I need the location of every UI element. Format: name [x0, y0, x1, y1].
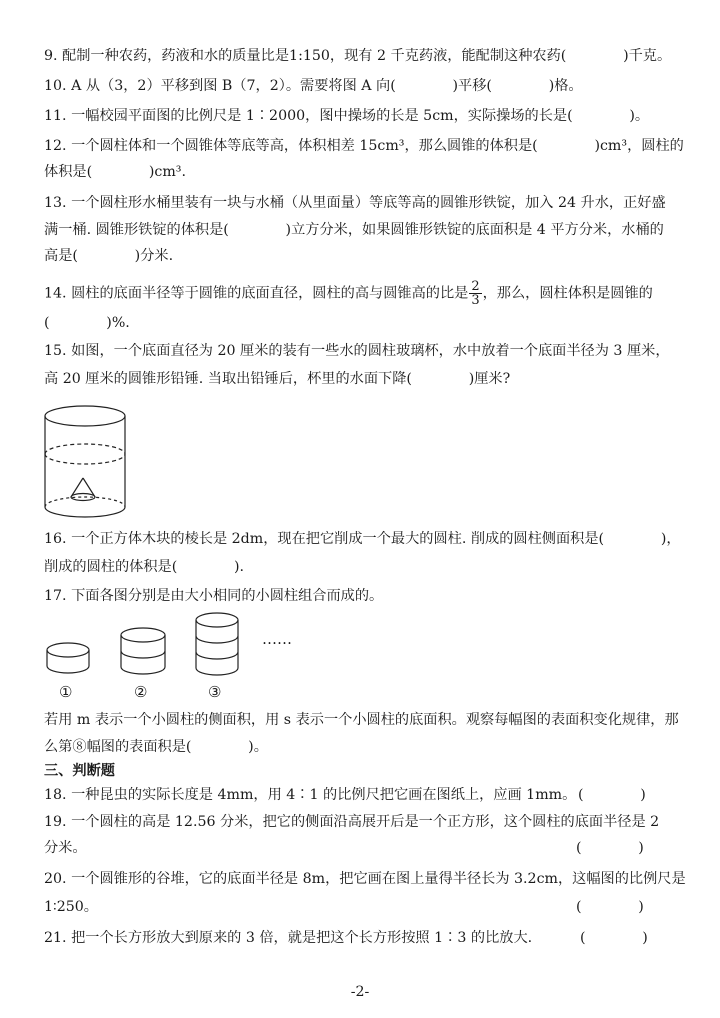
q15-text: 15. 如图，一个底面直径为 20 厘米的装有一些水的圆柱玻璃杯，水中放着一个底面半径为 3 厘米， [44, 343, 670, 359]
q17-text: 17. 下面各图分别是由大小相同的小圆柱组合而成的。 [44, 588, 384, 604]
q20-answer-blank: ( ) [576, 899, 644, 915]
section-heading: 三、判断题 [44, 763, 115, 779]
q12-text-cont: 体积是( )cm³. [44, 164, 186, 180]
glass-bottom-back [45, 497, 125, 507]
glass-top-rim [45, 406, 125, 426]
q13-text: 13. 一个圆柱形水桶里装有一块与水桶（从里面量）等底等高的圆锥形铁锭，加入 24 升水，正好盛 [44, 195, 666, 211]
q12-text: 12. 一个圆柱体和一个圆锥体等底等高，体积相差 15cm³，那么圆锥的体积是( )cm³，圆柱的 [44, 138, 684, 154]
ellipsis: …… [262, 630, 292, 648]
glass-cylinder-figure [40, 398, 132, 522]
q14-text-cont: ( )%. [44, 315, 130, 331]
q14-text: 14. 圆柱的底面半径等于圆锥的底面直径，圆柱的高与圆锥高的比是 $\frac{2}{3}$ ，那么，圆柱体积是圆锥的 [44, 279, 653, 308]
q10-text: 10. A 从（3，2）平移到图 B（7，2）。需要将图 A 向( )平移( )格。 [44, 78, 583, 94]
figure-1-cylinders [47, 643, 89, 673]
q19-answer-blank: ( ) [576, 840, 644, 856]
water-surface-front [45, 454, 125, 464]
figure-label-2: ② [134, 683, 148, 701]
q21-text: 21. 把一个长方形放大到原来的 3 倍，就是把这个长方形按照 1∶3 的比放大. [44, 930, 533, 946]
figure-2-cylinders [121, 628, 165, 674]
q19-text: 19. 一个圆柱的高是 12.56 分米，把它的侧面沿高展开后是一个正方形，这个圆柱的底面半径是 2 [44, 814, 660, 830]
q17-text-cont: 若用 m 表示一个小圆柱的侧面积，用 s 表示一个小圆柱的底面积。观察每幅图的表面积变化规律，那 [44, 712, 679, 728]
q18-text: 18. 一种昆虫的实际长度是 4mm，用 4∶1 的比例尺把它画在图纸上，应画 1mm。 [44, 787, 577, 803]
q20-text-cont: 1∶250。 [44, 899, 98, 915]
q21-answer-blank: ( ) [580, 930, 648, 946]
figure-3-cylinders [196, 613, 238, 675]
q13-text-cont2: 高是( )分米. [44, 248, 174, 264]
q16-text-cont: 削成的圆柱的体积是( ). [44, 559, 245, 575]
figure-label-3: ③ [208, 683, 222, 701]
q11-text: 11. 一幅校园平面图的比例尺是 1∶2000，图中操场的长是 5cm，实际操场的长是( )。 [44, 108, 650, 124]
fraction: $\frac{2}{3}$ [471, 279, 480, 308]
q17-text-cont2: 么第⑧幅图的表面积是( )。 [44, 739, 268, 755]
q9-text: 9. 配制一种农药，药液和水的质量比是1:150，现有 2 千克药液，能配制这种农药( )千克。 [44, 48, 672, 64]
q18-answer-blank: ( ) [578, 787, 646, 803]
page-number: -2- [350, 984, 370, 1000]
figure-label-1: ① [59, 683, 73, 701]
q15-text-cont: 高 20 厘米的圆锥形铅锤. 当取出铅锤后，杯里的水面下降( )厘米? [44, 371, 511, 387]
stacked-cylinders-figure [44, 610, 294, 688]
glass-bottom-front [45, 507, 125, 517]
q19-text-cont: 分米。 [44, 840, 87, 856]
water-surface-back [45, 444, 125, 454]
q20-text: 20. 一个圆锥形的谷堆，它的底面半径是 8m，把它画在图上量得半径长为 3.2cm，这幅图的比例尺是 [44, 871, 686, 887]
q16-text: 16. 一个正方体木块的棱长是 2dm，现在把它削成一个最大的圆柱. 削成的圆柱侧面积是( )， [44, 531, 681, 547]
q13-text-cont: 满一桶. 圆锥形铁锭的体积是( )立方分米，如果圆锥形铁锭的底面积是 4 平方分米，水桶的 [44, 222, 664, 238]
